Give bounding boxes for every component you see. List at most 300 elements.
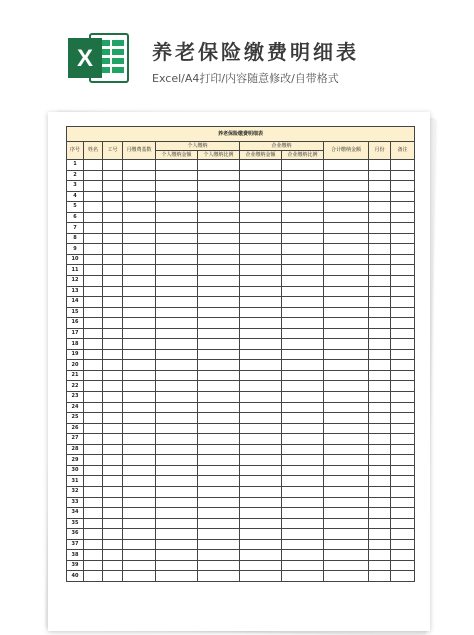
table-cell[interactable] [369, 529, 391, 540]
table-cell[interactable] [282, 233, 324, 244]
table-cell[interactable] [240, 476, 282, 487]
table-cell[interactable] [123, 254, 156, 265]
table-cell[interactable] [198, 265, 240, 276]
table-cell[interactable] [103, 518, 123, 529]
table-cell[interactable] [369, 181, 391, 192]
table-cell[interactable] [282, 381, 324, 392]
table-cell[interactable] [369, 486, 391, 497]
table-cell[interactable] [282, 423, 324, 434]
table-cell[interactable] [282, 571, 324, 582]
table-cell[interactable] [240, 339, 282, 350]
table-cell[interactable] [240, 486, 282, 497]
table-cell[interactable] [391, 571, 415, 582]
table-cell[interactable] [198, 392, 240, 403]
table-cell[interactable] [282, 455, 324, 466]
table-cell[interactable] [156, 328, 198, 339]
table-cell[interactable] [369, 286, 391, 297]
table-cell[interactable] [84, 233, 103, 244]
table-cell[interactable] [240, 202, 282, 213]
table-cell[interactable] [84, 560, 103, 571]
table-cell[interactable] [282, 202, 324, 213]
table-cell[interactable] [198, 307, 240, 318]
table-cell[interactable] [84, 181, 103, 192]
table-cell[interactable] [240, 423, 282, 434]
table-cell[interactable] [324, 444, 369, 455]
table-cell[interactable] [84, 212, 103, 223]
table-cell[interactable] [123, 202, 156, 213]
table-cell[interactable] [369, 170, 391, 181]
table-cell[interactable] [156, 560, 198, 571]
table-cell[interactable] [282, 529, 324, 540]
table-cell[interactable] [240, 497, 282, 508]
table-cell[interactable] [391, 318, 415, 329]
table-cell[interactable] [240, 413, 282, 424]
table-cell[interactable] [156, 244, 198, 255]
table-cell[interactable] [324, 550, 369, 561]
table-cell[interactable] [84, 223, 103, 234]
table-cell[interactable] [156, 381, 198, 392]
table-cell[interactable] [84, 508, 103, 519]
table-cell[interactable] [103, 202, 123, 213]
table-cell[interactable] [369, 223, 391, 234]
table-cell[interactable] [156, 518, 198, 529]
table-cell[interactable] [324, 508, 369, 519]
table-cell[interactable] [84, 307, 103, 318]
table-cell[interactable] [84, 202, 103, 213]
table-cell[interactable] [198, 339, 240, 350]
table-cell[interactable] [103, 434, 123, 445]
table-cell[interactable] [84, 170, 103, 181]
table-cell[interactable] [156, 476, 198, 487]
table-cell[interactable] [103, 476, 123, 487]
table-cell[interactable] [369, 508, 391, 519]
table-cell[interactable] [123, 392, 156, 403]
table-cell[interactable] [103, 297, 123, 308]
table-cell[interactable] [123, 370, 156, 381]
table-cell[interactable] [103, 170, 123, 181]
table-cell[interactable] [324, 202, 369, 213]
table-cell[interactable] [391, 434, 415, 445]
table-cell[interactable] [369, 360, 391, 371]
table-cell[interactable] [391, 170, 415, 181]
table-cell[interactable] [198, 434, 240, 445]
table-cell[interactable] [198, 202, 240, 213]
table-cell[interactable] [391, 191, 415, 202]
table-cell[interactable] [103, 244, 123, 255]
table-cell[interactable] [123, 508, 156, 519]
table-cell[interactable] [123, 571, 156, 582]
table-cell[interactable] [123, 297, 156, 308]
table-cell[interactable] [156, 307, 198, 318]
table-cell[interactable] [156, 370, 198, 381]
table-cell[interactable] [240, 455, 282, 466]
table-cell[interactable] [282, 328, 324, 339]
table-cell[interactable] [123, 539, 156, 550]
table-cell[interactable] [123, 476, 156, 487]
table-cell[interactable] [391, 539, 415, 550]
table-cell[interactable] [198, 212, 240, 223]
table-cell[interactable] [156, 539, 198, 550]
table-cell[interactable] [282, 486, 324, 497]
table-cell[interactable] [240, 402, 282, 413]
table-cell[interactable] [84, 444, 103, 455]
table-cell[interactable] [282, 392, 324, 403]
table-cell[interactable] [156, 181, 198, 192]
table-cell[interactable] [198, 539, 240, 550]
table-cell[interactable] [369, 318, 391, 329]
table-cell[interactable] [198, 276, 240, 287]
table-cell[interactable] [198, 233, 240, 244]
table-cell[interactable] [282, 318, 324, 329]
table-cell[interactable] [198, 423, 240, 434]
table-cell[interactable] [103, 550, 123, 561]
table-cell[interactable] [156, 465, 198, 476]
table-cell[interactable] [84, 349, 103, 360]
table-cell[interactable] [103, 307, 123, 318]
table-cell[interactable] [240, 518, 282, 529]
table-cell[interactable] [240, 444, 282, 455]
table-cell[interactable] [369, 455, 391, 466]
table-cell[interactable] [369, 402, 391, 413]
table-cell[interactable] [391, 465, 415, 476]
table-cell[interactable] [123, 233, 156, 244]
table-cell[interactable] [282, 223, 324, 234]
table-cell[interactable] [282, 370, 324, 381]
table-cell[interactable] [240, 318, 282, 329]
table-cell[interactable] [240, 349, 282, 360]
table-cell[interactable] [282, 476, 324, 487]
table-cell[interactable] [369, 349, 391, 360]
table-cell[interactable] [391, 497, 415, 508]
table-cell[interactable] [391, 181, 415, 192]
table-cell[interactable] [324, 465, 369, 476]
table-cell[interactable] [84, 529, 103, 540]
table-cell[interactable] [369, 160, 391, 171]
table-cell[interactable] [156, 423, 198, 434]
table-cell[interactable] [324, 560, 369, 571]
table-cell[interactable] [282, 286, 324, 297]
table-cell[interactable] [240, 550, 282, 561]
table-cell[interactable] [240, 254, 282, 265]
table-cell[interactable] [84, 402, 103, 413]
table-cell[interactable] [198, 328, 240, 339]
table-cell[interactable] [123, 191, 156, 202]
table-cell[interactable] [391, 328, 415, 339]
table-cell[interactable] [103, 160, 123, 171]
table-cell[interactable] [198, 170, 240, 181]
table-cell[interactable] [324, 318, 369, 329]
table-cell[interactable] [123, 212, 156, 223]
table-cell[interactable] [369, 571, 391, 582]
table-cell[interactable] [198, 318, 240, 329]
table-cell[interactable] [391, 486, 415, 497]
table-cell[interactable] [84, 276, 103, 287]
table-cell[interactable] [198, 381, 240, 392]
table-cell[interactable] [123, 276, 156, 287]
table-cell[interactable] [198, 360, 240, 371]
table-cell[interactable] [369, 392, 391, 403]
table-cell[interactable] [123, 265, 156, 276]
table-cell[interactable] [391, 286, 415, 297]
table-cell[interactable] [103, 328, 123, 339]
table-cell[interactable] [156, 497, 198, 508]
table-cell[interactable] [198, 455, 240, 466]
table-cell[interactable] [84, 434, 103, 445]
table-cell[interactable] [369, 276, 391, 287]
table-cell[interactable] [282, 181, 324, 192]
table-cell[interactable] [282, 276, 324, 287]
table-cell[interactable] [103, 265, 123, 276]
table-cell[interactable] [391, 508, 415, 519]
table-cell[interactable] [103, 381, 123, 392]
table-cell[interactable] [156, 318, 198, 329]
table-cell[interactable] [103, 413, 123, 424]
table-cell[interactable] [156, 349, 198, 360]
table-cell[interactable] [324, 539, 369, 550]
table-cell[interactable] [103, 529, 123, 540]
table-cell[interactable] [369, 476, 391, 487]
table-cell[interactable] [123, 518, 156, 529]
table-cell[interactable] [103, 508, 123, 519]
table-cell[interactable] [324, 413, 369, 424]
table-cell[interactable] [324, 286, 369, 297]
table-cell[interactable] [369, 423, 391, 434]
table-cell[interactable] [198, 254, 240, 265]
table-cell[interactable] [156, 265, 198, 276]
table-cell[interactable] [369, 550, 391, 561]
table-cell[interactable] [103, 339, 123, 350]
table-cell[interactable] [324, 170, 369, 181]
table-cell[interactable] [84, 539, 103, 550]
table-cell[interactable] [240, 434, 282, 445]
table-cell[interactable] [156, 254, 198, 265]
table-cell[interactable] [282, 550, 324, 561]
table-cell[interactable] [103, 497, 123, 508]
table-cell[interactable] [123, 286, 156, 297]
table-cell[interactable] [240, 360, 282, 371]
table-cell[interactable] [103, 423, 123, 434]
table-cell[interactable] [198, 223, 240, 234]
table-cell[interactable] [391, 223, 415, 234]
table-cell[interactable] [123, 434, 156, 445]
table-cell[interactable] [369, 244, 391, 255]
table-cell[interactable] [198, 560, 240, 571]
table-cell[interactable] [84, 423, 103, 434]
table-cell[interactable] [84, 360, 103, 371]
table-cell[interactable] [103, 349, 123, 360]
table-cell[interactable] [156, 360, 198, 371]
table-cell[interactable] [198, 476, 240, 487]
table-cell[interactable] [84, 370, 103, 381]
table-cell[interactable] [369, 413, 391, 424]
table-cell[interactable] [156, 455, 198, 466]
table-cell[interactable] [103, 223, 123, 234]
table-cell[interactable] [198, 191, 240, 202]
table-cell[interactable] [324, 244, 369, 255]
table-cell[interactable] [240, 370, 282, 381]
table-cell[interactable] [198, 297, 240, 308]
table-cell[interactable] [198, 160, 240, 171]
table-cell[interactable] [391, 276, 415, 287]
table-cell[interactable] [324, 571, 369, 582]
table-cell[interactable] [282, 444, 324, 455]
table-cell[interactable] [240, 392, 282, 403]
table-cell[interactable] [123, 349, 156, 360]
table-cell[interactable] [391, 339, 415, 350]
table-cell[interactable] [84, 381, 103, 392]
table-cell[interactable] [198, 550, 240, 561]
table-cell[interactable] [324, 392, 369, 403]
table-cell[interactable] [198, 413, 240, 424]
table-cell[interactable] [282, 244, 324, 255]
table-cell[interactable] [156, 286, 198, 297]
table-cell[interactable] [282, 413, 324, 424]
table-cell[interactable] [103, 181, 123, 192]
table-cell[interactable] [123, 244, 156, 255]
table-cell[interactable] [282, 212, 324, 223]
table-cell[interactable] [324, 265, 369, 276]
table-cell[interactable] [240, 328, 282, 339]
table-cell[interactable] [84, 265, 103, 276]
table-cell[interactable] [123, 497, 156, 508]
table-cell[interactable] [391, 444, 415, 455]
table-cell[interactable] [282, 170, 324, 181]
table-cell[interactable] [240, 286, 282, 297]
table-cell[interactable] [123, 160, 156, 171]
table-cell[interactable] [156, 160, 198, 171]
table-cell[interactable] [123, 360, 156, 371]
table-cell[interactable] [282, 518, 324, 529]
table-cell[interactable] [123, 318, 156, 329]
table-cell[interactable] [391, 265, 415, 276]
table-cell[interactable] [369, 307, 391, 318]
table-cell[interactable] [84, 328, 103, 339]
table-cell[interactable] [391, 202, 415, 213]
table-cell[interactable] [324, 529, 369, 540]
table-cell[interactable] [240, 223, 282, 234]
table-cell[interactable] [369, 518, 391, 529]
table-cell[interactable] [123, 444, 156, 455]
table-cell[interactable] [391, 529, 415, 540]
table-cell[interactable] [103, 370, 123, 381]
table-cell[interactable] [282, 465, 324, 476]
table-cell[interactable] [391, 518, 415, 529]
table-cell[interactable] [369, 328, 391, 339]
table-cell[interactable] [84, 455, 103, 466]
table-cell[interactable] [123, 423, 156, 434]
table-cell[interactable] [156, 297, 198, 308]
table-cell[interactable] [123, 181, 156, 192]
table-cell[interactable] [391, 370, 415, 381]
table-cell[interactable] [391, 392, 415, 403]
table-cell[interactable] [369, 233, 391, 244]
table-cell[interactable] [282, 191, 324, 202]
table-cell[interactable] [103, 318, 123, 329]
table-cell[interactable] [123, 455, 156, 466]
table-cell[interactable] [84, 160, 103, 171]
table-cell[interactable] [369, 381, 391, 392]
table-cell[interactable] [123, 170, 156, 181]
table-cell[interactable] [240, 539, 282, 550]
table-cell[interactable] [240, 244, 282, 255]
table-cell[interactable] [84, 550, 103, 561]
table-cell[interactable] [84, 486, 103, 497]
table-cell[interactable] [324, 360, 369, 371]
table-cell[interactable] [198, 518, 240, 529]
table-cell[interactable] [240, 276, 282, 287]
table-cell[interactable] [123, 465, 156, 476]
table-cell[interactable] [123, 402, 156, 413]
table-cell[interactable] [391, 349, 415, 360]
table-cell[interactable] [198, 465, 240, 476]
table-cell[interactable] [369, 465, 391, 476]
table-cell[interactable] [240, 381, 282, 392]
table-cell[interactable] [369, 202, 391, 213]
table-cell[interactable] [198, 370, 240, 381]
table-cell[interactable] [103, 286, 123, 297]
table-cell[interactable] [240, 529, 282, 540]
table-cell[interactable] [156, 392, 198, 403]
table-cell[interactable] [84, 413, 103, 424]
table-cell[interactable] [198, 402, 240, 413]
table-cell[interactable] [369, 370, 391, 381]
table-cell[interactable] [391, 307, 415, 318]
table-cell[interactable] [84, 286, 103, 297]
table-cell[interactable] [240, 212, 282, 223]
table-cell[interactable] [156, 339, 198, 350]
table-cell[interactable] [240, 560, 282, 571]
table-cell[interactable] [156, 529, 198, 540]
table-cell[interactable] [156, 212, 198, 223]
table-cell[interactable] [103, 571, 123, 582]
table-cell[interactable] [156, 508, 198, 519]
table-cell[interactable] [324, 455, 369, 466]
table-cell[interactable] [156, 191, 198, 202]
table-cell[interactable] [369, 497, 391, 508]
table-cell[interactable] [324, 339, 369, 350]
table-cell[interactable] [156, 571, 198, 582]
table-cell[interactable] [282, 339, 324, 350]
table-cell[interactable] [282, 265, 324, 276]
table-cell[interactable] [156, 170, 198, 181]
table-cell[interactable] [282, 160, 324, 171]
table-cell[interactable] [103, 212, 123, 223]
table-cell[interactable] [391, 402, 415, 413]
table-cell[interactable] [84, 254, 103, 265]
table-cell[interactable] [123, 550, 156, 561]
table-cell[interactable] [282, 307, 324, 318]
table-cell[interactable] [123, 339, 156, 350]
table-cell[interactable] [391, 244, 415, 255]
table-cell[interactable] [240, 465, 282, 476]
table-cell[interactable] [123, 381, 156, 392]
table-cell[interactable] [198, 571, 240, 582]
table-cell[interactable] [391, 413, 415, 424]
table-cell[interactable] [103, 486, 123, 497]
table-cell[interactable] [240, 233, 282, 244]
table-cell[interactable] [240, 297, 282, 308]
table-cell[interactable] [123, 223, 156, 234]
table-cell[interactable] [123, 307, 156, 318]
table-cell[interactable] [103, 254, 123, 265]
table-cell[interactable] [103, 392, 123, 403]
table-cell[interactable] [324, 276, 369, 287]
table-cell[interactable] [369, 297, 391, 308]
table-cell[interactable] [103, 560, 123, 571]
table-cell[interactable] [282, 349, 324, 360]
table-cell[interactable] [84, 297, 103, 308]
table-cell[interactable] [240, 181, 282, 192]
